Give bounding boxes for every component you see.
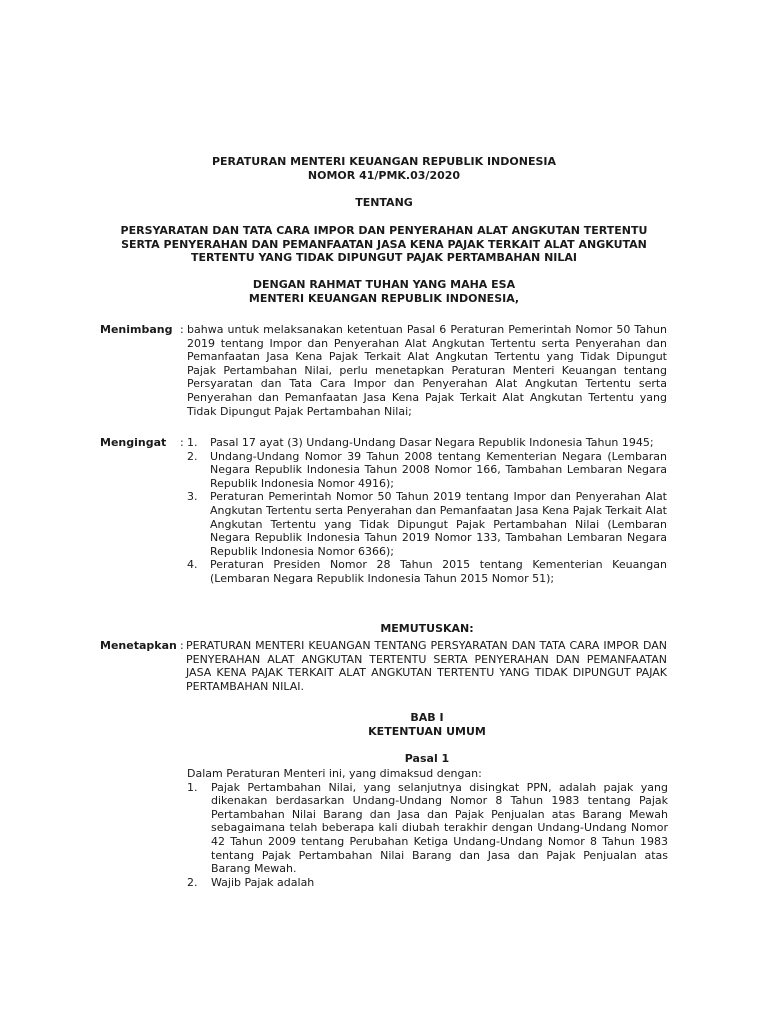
menimbang-label: Menimbang [100,323,173,336]
list-item-number: 4. [187,558,198,572]
list-item-number: 1. [187,436,198,449]
memutuskan-heading: MEMUTUSKAN: [380,622,474,635]
mengingat-list [187,436,667,586]
article-body [187,767,668,889]
mengingat-colon: : [180,436,184,449]
article-intro: Dalam Peraturan Menteri ini, yang dimaksud dengan: [187,767,482,780]
list-item-text: Peraturan Presiden Nomor 28 Tahun 2015 tentang Kementerian Keuangan (Lembaran Negara Republik Indonesia Tahun 2015 Nomor 51); [210,558,667,585]
tentang-label: TENTANG [355,196,413,209]
menetapkan-colon: : [180,639,184,652]
list-item [187,490,667,558]
list-item [187,781,668,876]
list-item-number: 3. [187,490,198,504]
chapter-number: BAB I [410,711,444,724]
list-item-text: Wajib Pajak adalah [211,875,315,889]
menimbang-colon: : [180,323,184,336]
list-item-number: 2. [187,875,198,889]
rahmat-heading [100,278,668,305]
regulation-title [100,155,668,182]
regulation-title-line1: PERATURAN MENTERI KEUANGAN REPUBLIK INDONESIA [211,155,556,168]
regulation-number: NOMOR 41/PMK.03/2020 [307,168,461,182]
list-item-text: Undang-Undang Nomor 39 Tahun 2008 tentang Kementerian Negara (Lembaran Negara Republik Indonesia Tahun 2008 Nomor 166, Tambahan Lembaran Negara Republik Indonesia Nomor 4916); [210,449,667,490]
list-item-text: Pasal 17 ayat (3) Undang-Undang Dasar Negara Republik Indonesia Tahun 1945; [210,436,654,449]
regulation-subject-line3: TERTENTU YANG TIDAK DIPUNGUT PAJAK PERTAMBAHAN NILAI [190,251,578,265]
menetapkan-text: PERATURAN MENTERI KEUANGAN TENTANG PERSYARATAN DAN TATA CARA IMPOR DAN PENYERAHAN ALAT ANGKUTAN TERTENTU SERTA PENYERAHAN DAN PEMANFAATAN JASA KENA PAJAK TERKAIT ALAT ANGKUTAN TERTENTU YANG TIDAK DIPUNGUT PAJAK PERTAMBAHAN NILAI. [186,639,667,693]
regulation-subject-line2: SERTA PENYERAHAN DAN PEMANFAATAN JASA KENA PAJAK TERKAIT ALAT ANGKUTAN [121,237,647,251]
rahmat-line1: DENGAN RAHMAT TUHAN YANG MAHA ESA [252,278,516,291]
chapter-title: KETENTUAN UMUM [368,725,486,738]
menetapkan-label: Menetapkan [100,639,177,652]
list-item-text: Pajak Pertambahan Nilai, yang selanjutnya disingkat PPN, adalah pajak yang dikenakan berdasarkan Undang-Undang Nomor 8 Tahun 1983 tentang Pajak Pertambahan Nilai Barang dan Jasa dan Pajak Penjualan atas Barang Mewah sebagaimana telah beberapa kali diubah terakhir dengan Undang-Undang Nomor 42 Tahun 2009 tentang Perubahan Ketiga Undang-Undang Nomor 8 Tahun 1983 tentang Pajak Pertambahan Nilai Barang dan Jasa dan Pajak Penjualan atas Barang Mewah. [211,780,668,876]
regulation-subject-line1: PERSYARATAN DAN TATA CARA IMPOR DAN PENYERAHAN ALAT ANGKUTAN TERTENTU [120,224,648,237]
definition-list [187,781,668,890]
rahmat-line2: MENTERI KEUANGAN REPUBLIK INDONESIA, [248,291,520,305]
regulation-subject [100,224,668,265]
tentang-heading [100,196,668,210]
menimbang-text: bahwa untuk melaksanakan ketentuan Pasal 6 Peraturan Pemerintah Nomor 50 Tahun 2019 tentang Impor dan Penyerahan Alat Angkutan Tertentu serta Penyerahan dan Pemanfaatan Jasa Kena Pajak Terkait Alat Angkutan Tertentu yang Tidak Dipungut Pajak Pertambahan Nilai, perlu menetapkan Peraturan Menteri Keuangan tentang Persyaratan dan Tata Cara Impor dan Penyerahan Alat Angkutan Tertentu serta Penyerahan dan Pemanfaatan Jasa Kena Pajak Terkait Alat Angkutan Tertentu yang Tidak Dipungut Pajak Pertambahan Nilai; [187,323,667,418]
list-item-text: Peraturan Pemerintah Nomor 50 Tahun 2019 tentang Impor dan Penyerahan Alat Angkutan Tertentu serta Penyerahan dan Pemanfaatan Jasa Kena Pajak Terkait Alat Angkutan Tertentu yang Tidak Dipungut Pajak Pertambahan Nilai (Lembaran Negara Republik Indonesia Tahun 2019 Nomor 133, Tambahan Lembaran Negara Republik Indonesia Nomor 6366); [210,490,667,558]
list-item [187,436,667,450]
list-item [187,558,667,585]
mengingat-label: Mengingat [100,436,167,449]
article-title: Pasal 1 [404,752,450,765]
list-item-number: 2. [187,449,198,463]
list-item [187,450,667,491]
list-item-number: 1. [187,780,198,794]
list-item [187,876,668,890]
